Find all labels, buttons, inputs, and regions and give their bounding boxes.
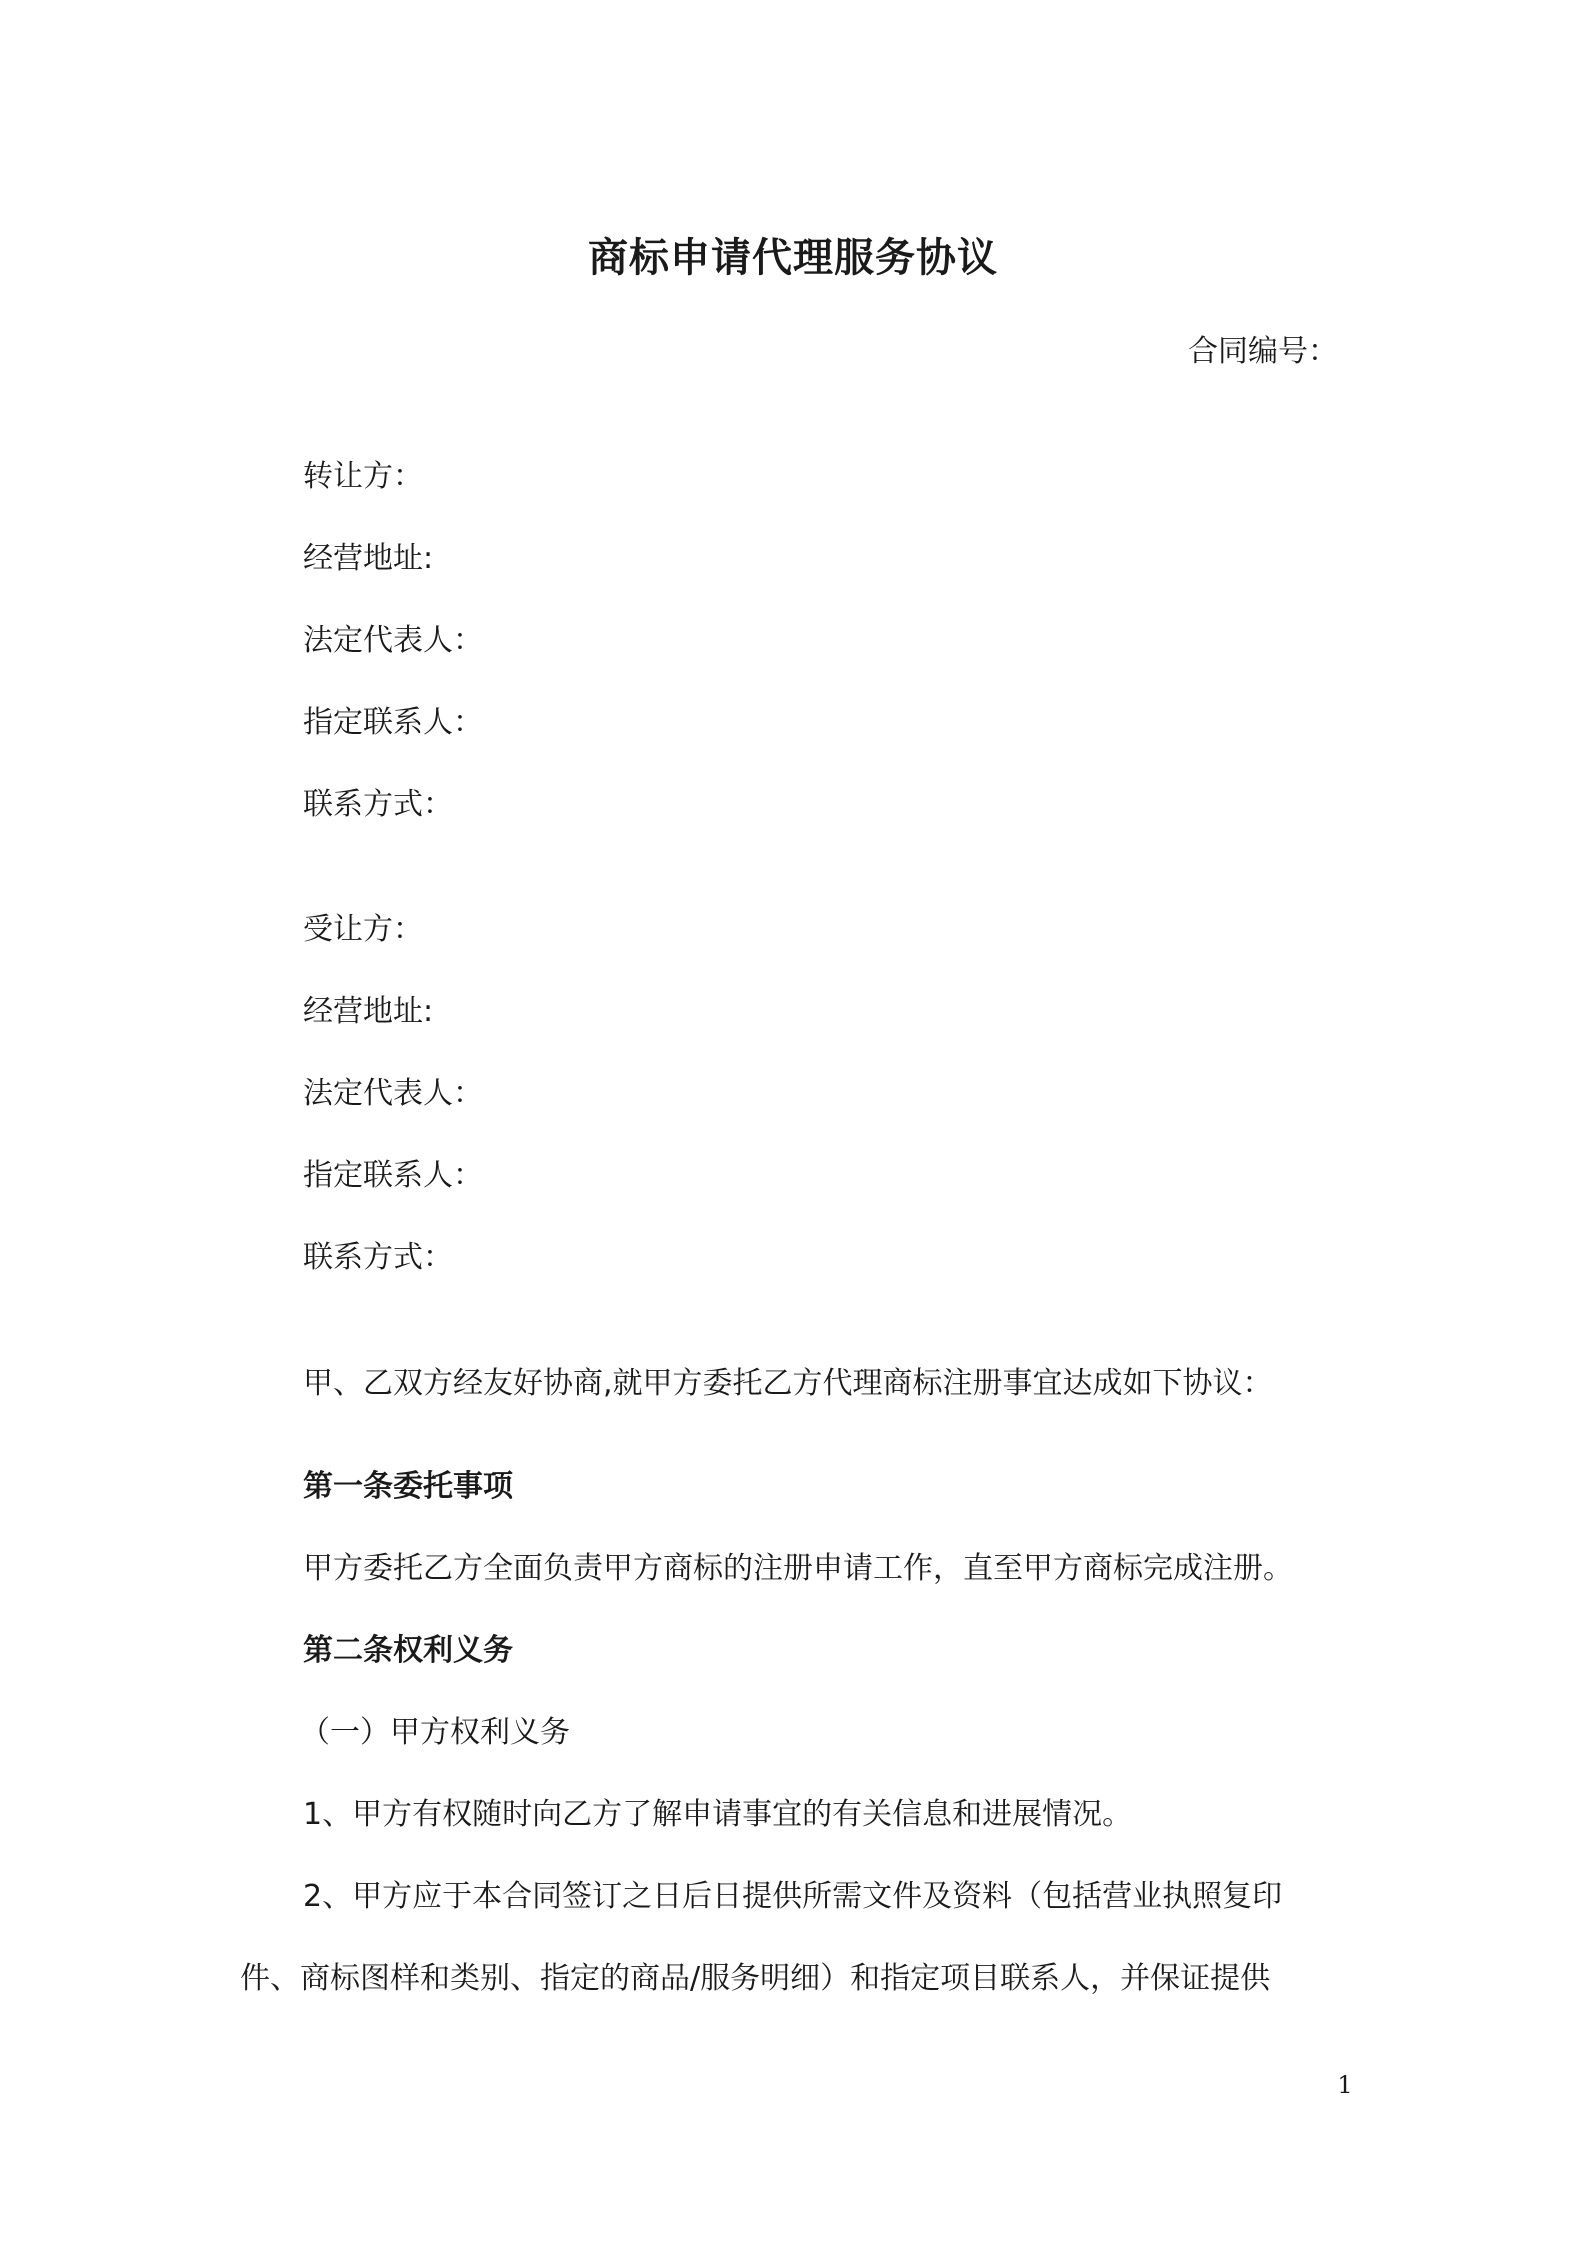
article2-heading: 第二条权利义务 xyxy=(303,1633,513,1668)
party-a-address-label: 经营地址: xyxy=(303,541,434,576)
preamble-text: 甲、乙双方经友好协商,就甲方委托乙方代理商标注册事宜达成如下协议： xyxy=(303,1366,1273,1401)
article1-text: 甲方委托乙方全面负责甲方商标的注册申请工作，直至甲方商标完成注册。 xyxy=(303,1551,1293,1586)
article2-item2-line1: 2、甲方应于本合同签订之日后日提供所需文件及资料（包括营业执照复印 xyxy=(303,1879,1283,1914)
article2-item1: 1、甲方有权随时向乙方了解申请事宜的有关信息和进展情况。 xyxy=(303,1797,1133,1832)
contract-number-label: 合同编号： xyxy=(1188,334,1338,369)
party-b-legal-rep-label: 法定代表人： xyxy=(303,1076,483,1111)
document-title: 商标申请代理服务协议 xyxy=(588,235,998,281)
party-a-contact-method-label: 联系方式： xyxy=(303,787,453,822)
party-b-role-label: 受让方： xyxy=(303,912,423,947)
article2-subheading-party-a: （一）甲方权利义务 xyxy=(300,1715,570,1750)
party-a-contact-person-label: 指定联系人： xyxy=(303,705,483,740)
page-number: 1 xyxy=(1337,2071,1353,2099)
party-b-address-label: 经营地址: xyxy=(303,994,434,1029)
article2-item2-line2: 件、商标图样和类别、指定的商品/服务明细）和指定项目联系人，并保证提供 xyxy=(240,1961,1271,1996)
party-b-contact-person-label: 指定联系人： xyxy=(303,1158,483,1193)
party-a-role-label: 转让方： xyxy=(303,459,423,494)
article1-heading: 第一条委托事项 xyxy=(303,1469,513,1504)
party-b-contact-method-label: 联系方式： xyxy=(303,1240,453,1275)
party-a-legal-rep-label: 法定代表人： xyxy=(303,623,483,658)
